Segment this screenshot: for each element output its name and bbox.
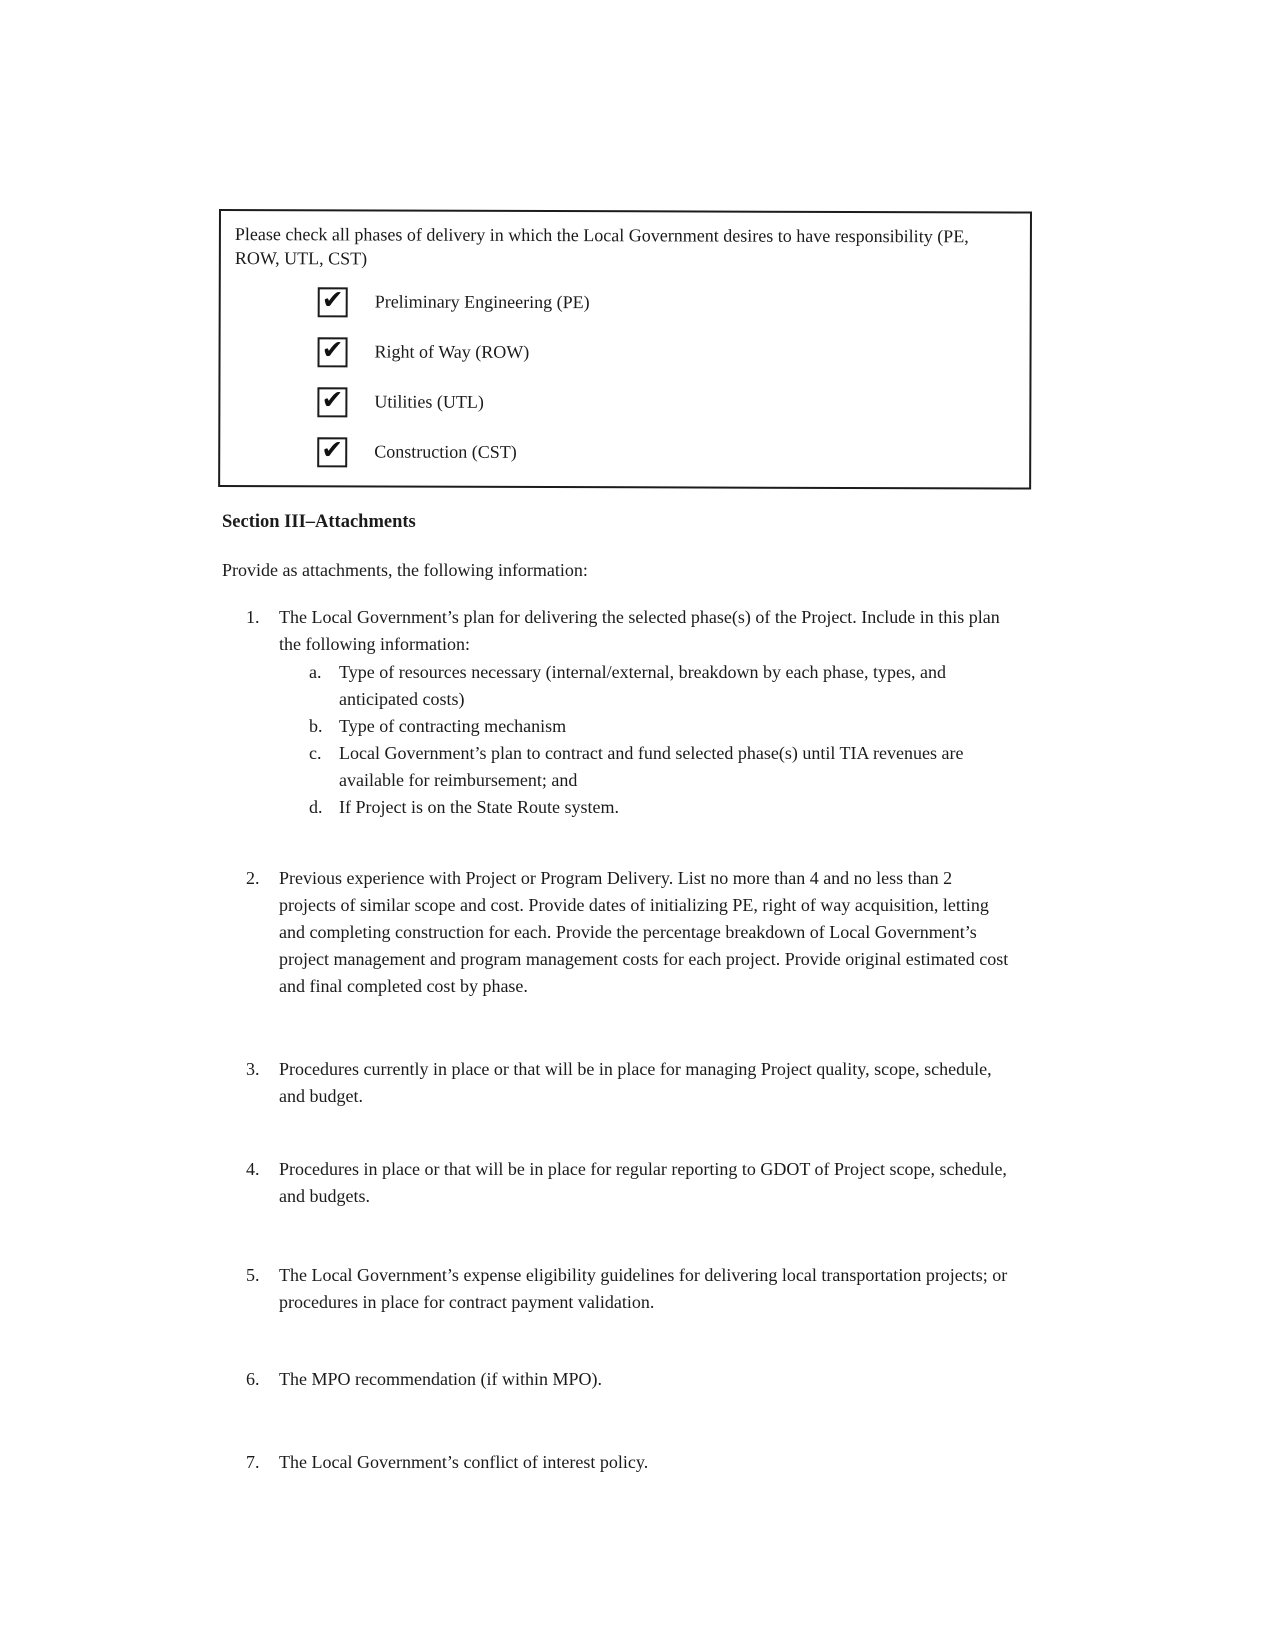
subitem-text: Type of contracting mechanism [339, 716, 567, 736]
sublist-item [309, 713, 1013, 740]
sublist-item [309, 740, 1013, 794]
item-number: 7. [246, 1452, 260, 1472]
row-checkbox-label: Right of Way (ROW) [374, 341, 530, 362]
item-text: Procedures currently in place or that will be in place for managing Project quality, scope, schedule, and budget. [279, 1059, 992, 1106]
cst-checkbox-label: Construction (CST) [374, 441, 517, 462]
panel-instruction: Please check all phases of delivery in which the Local Government desires to have responsibility (PE, ROW, UTL, CST) [234, 224, 969, 269]
item-text: The MPO recommendation (if within MPO). [279, 1369, 602, 1389]
item-text: The Local Government’s expense eligibility guidelines for delivering local transportation projects; or procedures in place for contract payment validation. [279, 1265, 1008, 1312]
subitem-text: Type of resources necessary (internal/external, breakdown by each phase, types, and anticipated costs) [339, 662, 946, 709]
list-item [246, 865, 1016, 1000]
section-intro: Provide as attachments, the following information: [222, 560, 588, 580]
subitem-text: If Project is on the State Route system. [339, 797, 619, 817]
checkmark-icon: ✔ [321, 434, 344, 465]
item-text: The Local Government’s plan for delivering the selected phase(s) of the Project. Include in this plan the following information: [279, 607, 1000, 654]
utl-checkbox-label: Utilities (UTL) [374, 391, 484, 412]
list-item [246, 604, 1016, 821]
checkmark-icon: ✔ [321, 334, 344, 365]
list-item [246, 1366, 1016, 1393]
list-item [246, 1262, 1016, 1316]
checkbox-row-pe [235, 284, 1014, 319]
row-checkbox[interactable] [318, 334, 348, 367]
subitem-text: Local Government’s plan to contract and fund selected phase(s) until TIA revenues are available for reimbursement; and [339, 743, 964, 790]
section-title: Section III–Attachments [222, 512, 416, 532]
subitem-letter: a. [309, 662, 322, 682]
list-item [246, 1056, 1016, 1110]
list-item [246, 1156, 1016, 1210]
item-body [279, 1262, 1013, 1316]
cst-checkbox[interactable] [317, 434, 347, 467]
list-item [246, 1449, 1016, 1476]
item-text: The Local Government’s conflict of interest policy. [279, 1452, 649, 1472]
item-body [279, 604, 1013, 821]
subitem-letter: b. [309, 716, 323, 736]
item-body [279, 1449, 1013, 1476]
item-body [279, 1156, 1013, 1210]
item-text: Previous experience with Project or Program Delivery. List no more than 4 and no less than 2 projects of similar scope and cost. Provide dates of initializing PE, right of way acquisition, letting and completing construction for each. Provide the percentage breakdown of Local Government’s project management and program management costs for each project. Provide original estimated cost and final completed cost by phase. [279, 868, 1009, 996]
phase-checklist-panel [218, 209, 1032, 489]
item-number: 6. [246, 1369, 260, 1389]
checkbox-row-cst [234, 434, 1013, 469]
utl-checkbox[interactable] [317, 384, 347, 417]
checkmark-icon: ✔ [321, 384, 344, 415]
subitem-letter: c. [309, 743, 322, 763]
item-body [279, 865, 1013, 1000]
sublist [309, 659, 1013, 821]
checkbox-row-utl [234, 384, 1013, 419]
item-number: 3. [246, 1059, 260, 1079]
item-number: 1. [246, 607, 260, 627]
item-number: 4. [246, 1159, 260, 1179]
item-number: 2. [246, 868, 260, 888]
sublist-item [309, 794, 1013, 821]
item-number: 5. [246, 1265, 260, 1285]
subitem-letter: d. [309, 797, 323, 817]
pe-checkbox-label: Preliminary Engineering (PE) [374, 291, 590, 313]
checkmark-icon: ✔ [321, 284, 344, 315]
checkbox-row-row [235, 334, 1014, 369]
attachments-list [246, 604, 1016, 1476]
item-body [279, 1366, 1013, 1393]
item-body [279, 1056, 1013, 1110]
sublist-item [309, 659, 1013, 713]
pe-checkbox[interactable] [318, 284, 348, 317]
item-text: Procedures in place or that will be in place for regular reporting to GDOT of Project scope, schedule, and budgets. [279, 1159, 1007, 1206]
